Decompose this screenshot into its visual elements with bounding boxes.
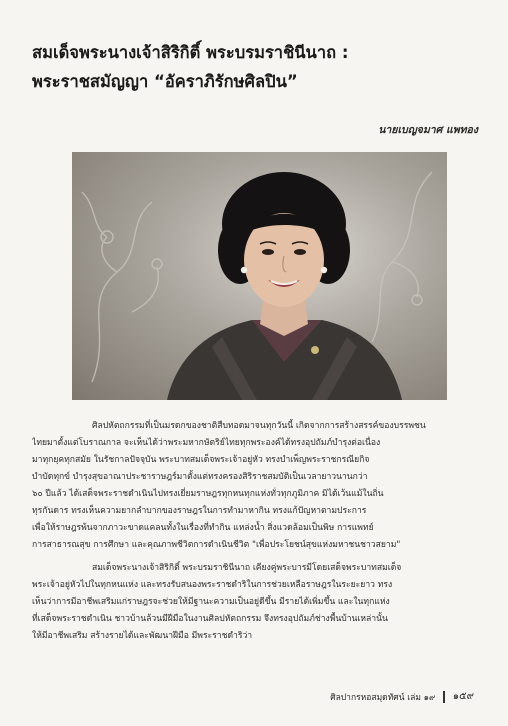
- footer-divider: [443, 691, 445, 703]
- author-name: นายเบญจมาศ แพทอง: [378, 124, 478, 136]
- text-line: เห็นว่าการมีอาชีพเสริมแก่ราษฎรจะช่วยให้มีฐานะความเป็นอยู่ดีขึ้น มีรายได้เพิ่มขึ้น และในทุกแห่ง: [32, 597, 390, 607]
- text-line: การสาธารณสุข การศึกษา และคุณภาพชีวิตการดำเนินชีวิต "เพื่อประโยชน์สุขแห่งมหาชนชาวสยาม": [32, 540, 401, 550]
- paragraph-2: [32, 560, 484, 645]
- text-line: มาทุกยุคทุกสมัย ในรัชกาลปัจจุบัน พระบาทสมเด็จพระเจ้าอยู่หัว ทรงบำเพ็ญพระราชกรณียกิจ: [32, 455, 370, 465]
- title-line-1: สมเด็จพระนางเจ้าสิริกิติ์ พระบรมราชินีนาถ :: [32, 43, 349, 62]
- article-title: [32, 38, 482, 96]
- text-line: เพื่อให้ราษฎรพ้นจากภาวะขาดแคลนทั้งในเรื่องที่ทำกิน แหล่งน้ำ สิ่งแวดล้อมเป็นพิษ การแพทย์: [32, 523, 374, 533]
- text-line: บำบัดทุกข์ บำรุงสุขอาณาประชาราษฎร์มาตั้งแต่ทรงครองสิริราชสมบัติเป็นเวลายาวนานกว่า: [32, 472, 368, 482]
- title-line-2: พระราชสมัญญา “อัคราภิรักษศิลปิน”: [32, 72, 298, 91]
- page-number: ๑๕๙: [452, 691, 474, 702]
- paragraph-1: [32, 418, 484, 554]
- text-line: ให้มีอาชีพเสริม สร้างรายได้และพัฒนาฝีมือ มีพระราชดำริว่า: [32, 631, 253, 641]
- text-line: ๖๐ ปีแล้ว ได้เสด็จพระราชดำเนินไปทรงเยี่ยมราษฎรทุกหนทุกแห่งทั่วทุกภูมิภาค มิได้เว้นแม้ในถิ่น: [32, 489, 384, 499]
- text-line: ศิลปหัตถกรรมที่เป็นมรดกของชาติสืบทอดมาจนทุกวันนี้ เกิดจากการสร้างสรรค์ของบรรพชน: [92, 421, 426, 431]
- text-line: ทุรกันดาร ทรงเห็นความยากลำบากของราษฎรในการทำมาหากิน ทรงแก้ปัญหาตามประการ: [32, 506, 367, 516]
- text-line: สมเด็จพระนางเจ้าสิริกิติ์ พระบรมราชินีนาถ เคียงคู่พระบารมีโดยเสด็จพระบาทสมเด็จ: [92, 563, 402, 573]
- portrait-illustration: [72, 152, 447, 400]
- portrait-photo: [72, 152, 447, 400]
- text-line: พระเจ้าอยู่หัวไปในทุกหนแห่ง และทรงรับสนองพระราชดำริในการช่วยเหลือราษฎรในระยะยาว ทรง: [32, 580, 393, 590]
- text-line: ที่เสด็จพระราชดำเนิน ชาวบ้านล้วนมีฝีมือในงานศิลปหัตถกรรม จึงทรงอุปถัมภ์ช่างพื้นบ้านเหล่านั้น: [32, 614, 388, 624]
- text-line: ไทยมาตั้งแต่โบราณกาล จะเห็นได้ว่าพระมหากษัตริย์ไทยทุกพระองค์ได้ทรงอุปถัมภ์บำรุงต่อเนื่อง: [32, 438, 381, 448]
- page-footer: [330, 689, 474, 704]
- article-body: [32, 418, 484, 651]
- publication-name: ศิลปากรหอสมุดทัศน์ เล่ม ๑๙: [330, 692, 436, 703]
